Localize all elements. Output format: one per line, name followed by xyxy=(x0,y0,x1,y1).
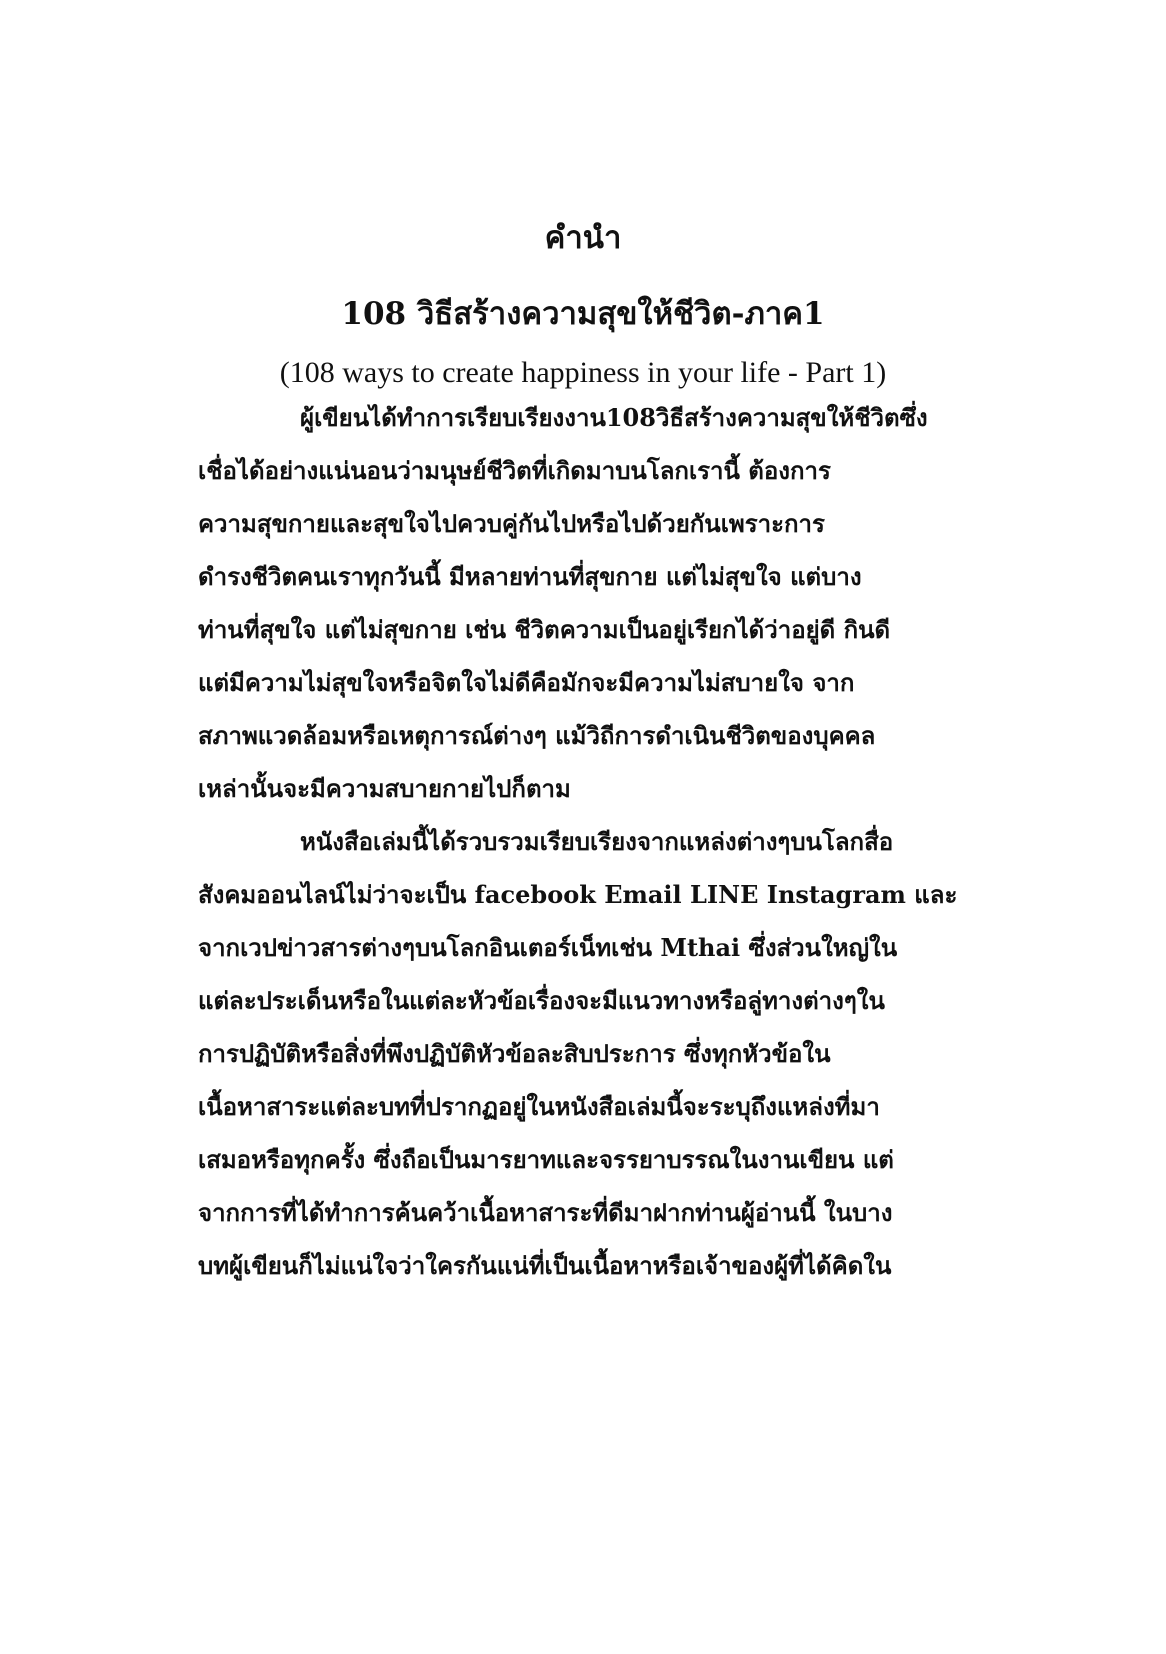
paragraph-line: การปฏิบัติหรือสิ่งที่พึงปฏิบัติหัวข้อละสิบประการ ซึ่งทุกหัวข้อใน xyxy=(198,1039,831,1068)
book-title: 108 วิธีสร้างความสุขให้ชีวิต-ภาค1 xyxy=(341,296,825,332)
paragraph-line: สังคมออนไลน์ไม่ว่าจะเป็น facebook Email LINE Instagram และ xyxy=(198,880,958,909)
paragraph-line: ผู้เขียนได้ทำการเรียบเรียงงาน108วิธีสร้างความสุขให้ชีวิตซึ่ง xyxy=(300,403,928,432)
paragraph-line: ท่านที่สุขใจ แต่ไม่สุขกาย เช่น ชีวิตความเป็นอยู่เรียกได้ว่าอยู่ดี กินดี xyxy=(198,615,891,644)
paragraph-line: แต่ละประเด็นหรือในแต่ละหัวข้อเรื่องจะมีแนวทางหรือลู่ทางต่างๆใน xyxy=(198,986,885,1015)
paragraph-line: สภาพแวดล้อมหรือเหตุการณ์ต่างๆ แม้วิถีการดำเนินชีวิตของบุคคล xyxy=(198,721,876,750)
paragraph-line: ความสุขกายและสุขใจไปควบคู่กันไปหรือไปด้วยกันเพราะการ xyxy=(198,509,825,538)
english-subtitle: (108 ways to create happiness in your life - Part 1) xyxy=(279,356,887,389)
paragraph-line: แต่มีความไม่สุขใจหรือจิตใจไม่ดีคือมักจะมีความไม่สบายใจ จาก xyxy=(198,668,855,697)
paragraph-line: เหล่านั้นจะมีความสบายกายไปก็ตาม xyxy=(198,774,571,803)
paragraph-line: เนื้อหาสาระแต่ละบทที่ปรากฏอยู่ในหนังสือเล่มนี้จะระบุถึงแหล่งที่มา xyxy=(198,1092,880,1121)
paragraph-line: จากเวปข่าวสารต่างๆบนโลกอินเตอร์เน็ทเช่น Mthai ซึ่งส่วนใหญ่ใน xyxy=(198,933,898,962)
paragraph-line: ดำรงชีวิตคนเราทุกวันนี้ มีหลายท่านที่สุขกาย แต่ไม่สุขใจ แต่บาง xyxy=(198,562,862,591)
page-title: คำนำ xyxy=(544,220,622,256)
paragraph-line: บทผู้เขียนก็ไม่แน่ใจว่าใครกันแน่ที่เป็นเนื้อหาหรือเจ้าของผู้ที่ได้คิดใน xyxy=(198,1251,892,1280)
paragraph-line: หนังสือเล่มนี้ได้รวบรวมเรียบเรียงจากแหล่งต่างๆบนโลกสื่อ xyxy=(300,827,894,856)
paragraph-line: เสมอหรือทุกครั้ง ซึ่งถือเป็นมารยาทและจรรยาบรรณในงานเขียน แต่ xyxy=(198,1145,894,1174)
paragraph-line: เชื่อได้อย่างแน่นอนว่ามนุษย์ชีวิตที่เกิดมาบนโลกเรานี้ ต้องการ xyxy=(198,456,831,485)
paragraph-line: จากการที่ได้ทำการค้นคว้าเนื้อหาสาระที่ดีมาฝากท่านผู้อ่านนี้ ในบาง xyxy=(198,1198,893,1227)
